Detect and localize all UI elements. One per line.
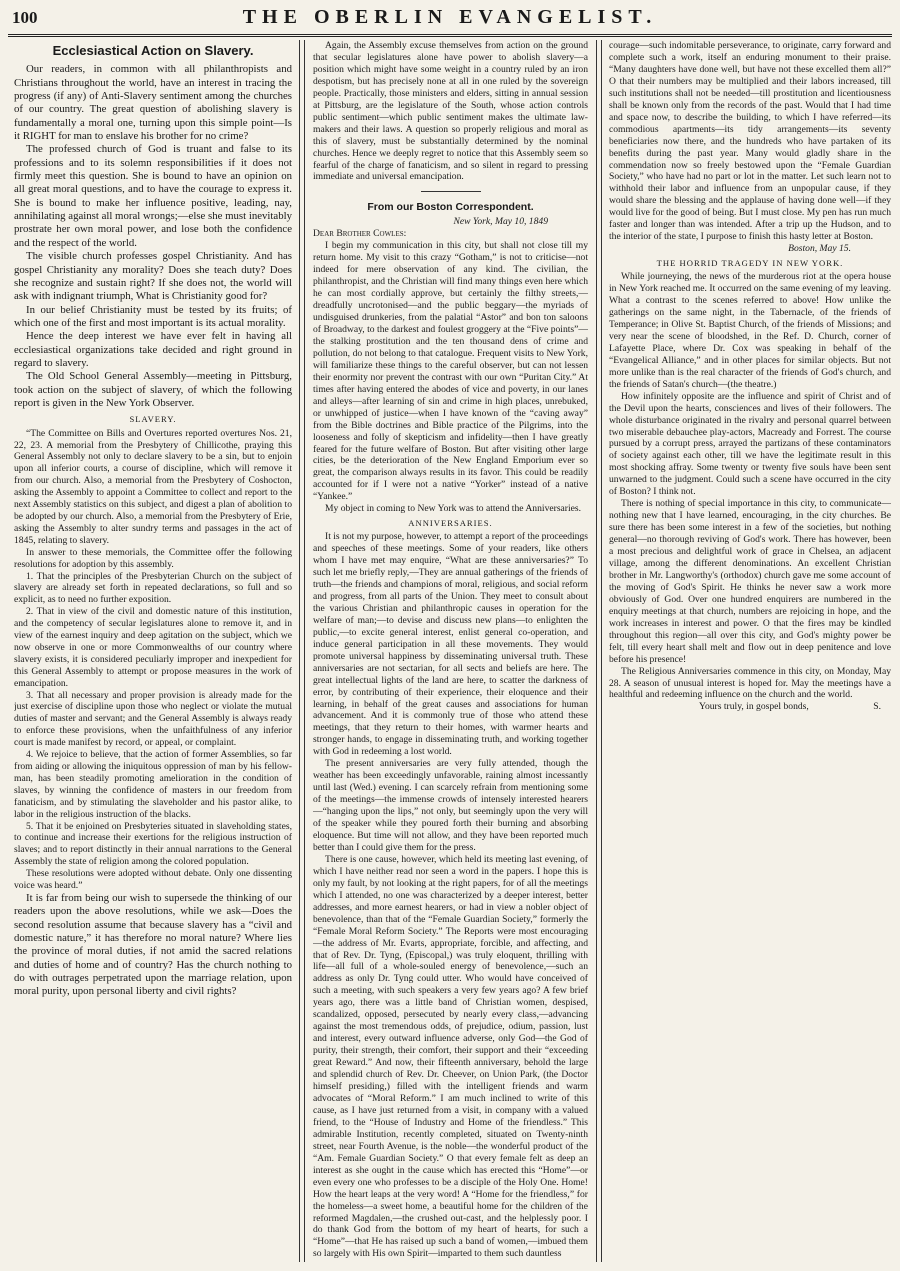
letter-paragraph: How infinitely opposite are the influence and spirit of Christ and of the Devil upon the hearts, consciences and lives of their followers. The whole disturbance originated in the rivalry and personal quarrel between two miserable debauchee play-actors, Macready and Forrest. The course pursued by a corrupt press, arrayed the partizans of these contaminators of society against each other, till we have the legitimate result in this most shocking affray. Some twenty or twenty five souls have been sent unwarned to the judgment. Could such a scene have occurred in the city of Boston? I think not. <box>609 390 891 498</box>
letter-paragraph: While journeying, the news of the murderous riot at the opera house in New York reached me. It occurred on the same evening of my leaving. What a contrast to the scenes referred to above! How unlike the gatherings on the same night, in the Tabernacle, of the friends of Temperance; in Olive St. Baptist Church, of the friends of Missions; and very near the scene of bloodshed, in the Ref. D. Church, corner of Lafayette Place, where Dr. Cox was speaking in behalf of the “Evangelical Alliance,” and in other places for similar objects. But not more unlike than is the real character of the friends of God's church, and the friends of Satan's church—(the theatre.) <box>609 271 891 390</box>
letter-paragraph: It is not my purpose, however, to attempt a report of the proceedings and speeches of these meetings. Some of your readers, like others whom I have met may enquire, “What are these anniversaries?” To such let me briefly reply,—They are annual gatherings of the friends of truth—the friends and champions of moral, religious, and social reform and progress, from all parts of the Union. They meet to consult about the various Christian and philanthropic causes in operation for the welfare of man;—to devise and discuss new plans—to enlighten the public,—to excite general interest, enlist general co-operation, and induce general participation in all these movements. They would promote universal happiness by disseminating universal truth. These anniversaries are not sectarian, for all sects and beliefs are here. The great intellectual lights of the land are here, to scatter the darkness of error, by contributing of their experience, their eloquence and their learning, in behalf of the great causes and associations for human advancement. And it is commonly true of those who attend these meetings, that they return to their homes, with warmer hearts and stronger hands, to engage in disseminating truth, and working together with God in redeeming a lost world. <box>313 531 588 758</box>
article-paragraph: It is far from being our wish to supersede the thinking of our readers upon the above resolutions, while we ask—Does the second resolution assume that because slavery has a “civil and domestic nature,” it has therefore no moral nature? Where lies the province of moral duties, if not amid the sacred relations and duties of home and of country? Has the church nothing to do with outrages perpetrated upon the marriage relation, upon moral purity, upon personal liberty and civil rights? <box>14 891 292 998</box>
column-rule <box>596 40 602 1262</box>
report-paragraph: 1. That the principles of the Presbyterian Church on the subject of slavery are already set forth in repeated declarations, so full and so explicit, as to need no further exposition. <box>14 570 292 606</box>
article-paragraph: The Old School General Assembly—meeting in Pittsburg, took action on the subject of slavery, of which the following report is given in the New York Observer. <box>14 370 292 409</box>
article-paragraph: In our belief Christianity must be tested by its fruits; of which one of the first and most important is its actual morality. <box>14 303 292 329</box>
letter-paragraph: The Religious Anniversaries commence in this city, on Monday, May 28. A season of unusual interest is hoped for. May the meetings have a healthful and redeeming influence on the church and the world. <box>609 665 891 701</box>
report-paragraph: In answer to these memorials, the Committee offer the following resolutions for adoption by this assembly. <box>14 546 292 570</box>
report-paragraph: These resolutions were adopted without debate. Only one dissenting voice was heard.” <box>14 868 292 892</box>
report-label: SLAVERY. <box>129 414 177 425</box>
article-paragraph: Again, the Assembly excuse themselves from action on the ground that secular legislatures alone have power to abolish slavery—a position which might have some weight in a country ruled by an iron despotism, but has precisely none at all in one ruled by the sovereign people. Practically, those ministers and elders, sitting in annual session at Pittsburg, are the legislature of the South, whose action controls public sentiment—which public sentiment makes the ultimate law-makers and their laws. A question so properly religious and moral as this of slavery, must be substantially determined by the nominal churches. Hence we deeply regret to notice that this Assembly seem so fearful of the charge of fanaticism, and so silent in regard to pressing immediate and universal emancipation. <box>313 40 588 183</box>
boston-dateline: Boston, May 15. <box>788 243 851 255</box>
anniversaries-label: ANNIVERSARIES. <box>408 518 493 529</box>
article-headline: Ecclesiastical Action on Slavery. <box>52 43 254 58</box>
column-3 <box>609 40 891 1262</box>
column-2 <box>313 40 588 1262</box>
tragedy-heading: THE HORRID TRAGEDY IN NEW YORK. <box>656 258 844 269</box>
masthead <box>8 6 892 37</box>
letter-paragraph: I begin my communication in this city, but shall not close till my return home. My visit to this crazy “Gotham,” is not to criticise—not indeed for mere observation of any kind. The civilian, the philanthropist, and the Christian will find many things even here which he can most cordially approve, but certainly the filthy streets,—dreadfully uncrotonised—and the public beggary—the myriads of undisguised drunkeries, from the palatial “Astor” and bon ton saloons of Broadway, to the darkest and foulest groggery at the “Five points”—the stalking prostitution and the ten thousand dens of crime and pollution, do not belong to that catalogue. Frequent visits to New York, will familiarize these things to the careful observer, but can not lessen their enormity nor prevent the contrast with our own “Puritan City.” At times after having entered the abodes of vice and poverty, in our lanes and alleys—after learning of sin and crime in high places, unrebuked, or unwhipped of justice—when I have known of the “caving away” from the Bible doctrines and Bible practice of the Pilgrims, into the looseness and folly of skepticism and infidelity—then I have greatly feared for the future welfare of Boston. But after visiting other large cities, be the deterioration of the New England Emporium ever so great, the comparison always results in its favor. This could be readily accounted for if I were not a native “Yorker” instead of a native “Yankee.” <box>313 240 588 503</box>
signoff <box>609 701 891 713</box>
journal-title: THE OBERLIN EVANGELIST. <box>242 6 658 28</box>
article-paragraph: The visible church professes gospel Christianity. And has gospel Christianity any morality? Does she teach duty? Does she recognize and sustain right? If she does not, the world will ask with indignant triumph, What is Christianity good for? <box>14 250 292 303</box>
report-paragraph: 5. That it be enjoined on Presbyteries situated in slaveholding states, to continue and increase their exertions for the religious instruction of slaves; and to report distinctly in their annual narrations to the General Assembly the state of religion among the colored population. <box>14 820 292 868</box>
column-rule <box>299 40 305 1262</box>
article-paragraph: Hence the deep interest we have ever felt in having all ecclesiastical organizations take decided and right ground in regard to slavery. <box>14 330 292 369</box>
signoff-text: Yours truly, in gospel bonds, <box>699 701 809 713</box>
letter-paragraph: My object in coming to New York was to attend the Anniversaries. <box>325 503 582 515</box>
article-paragraph: Our readers, in common with all philanthropists and Christians throughout the world, have an interest in tracing the progress (if any) of Anti-Slavery sentiment among the churches of our country. The great question of abolishing slavery is fundamentally a moral one, turning upon this simple point—Is it RIGHT for man to enslave his brother for no crime? <box>14 63 292 143</box>
section-divider <box>421 191 481 192</box>
letter-paragraph: The present anniversaries are very fully attended, though the weather has been exceedingly unfavorable, raining almost incessantly until last (Wed.) evening. I can scarcely refrain from mentioning some of the meetings—the immense crowds of intensely interested hearers—“hanging upon the lips,” not only, but seemingly upon the very will of the speaker while they poured forth their burning and absorbing eloquence. But time will not allow, and they have been reported much better than I could give them for the press. <box>313 758 588 853</box>
report-paragraph: 4. We rejoice to believe, that the action of former Assemblies, so far from aiding or allowing the iniquitous oppression of man by his fellow-man, has been steadily promoting amelioration in the condition of slaves, by winning the confidence of masters in our freedom from fanaticism, and by stimulating the slaveholder and his pastor alike, to labor in the religious instruction of the blacks. <box>14 749 292 820</box>
letter-paragraph: There is nothing of special importance in this city, to communicate—nothing new that I have learned, encouraging, in the city churches. Be sure there has been some interest in a few of the societies, but nothing general—no thorough reviving of God's work. There has however, been a most precious and delightful work of grace in Chelsea, an adjacent village, among the different denominations. An excellent Christian brother in Mr. Langworthy's (orthodox) church gave me some account of the moving of God's Spirit. He thinks he never saw a work more obviously of God. Over one hundred enquirers are numbered in the enquiry meetings at that church, numbers are rejoicing in hope, and the work increases in interest and power. O that the fires may be kindled throughout this region—all over this city, and God's mighty power be felt, till every heart shall melt and flow out in deep penitence and love before his presence! <box>609 498 891 665</box>
letter-paragraph: There is one cause, however, which held its meeting last evening, of which I have neither read nor seen a word in the papers. I hope this is only my fault, by not looking at the right papers, for of all the meetings which I attended, no one was characterized by a deeper interest, better addresses, and more earnest hearers, or had in view a nobler object of benevolence, than that of the “Female Guardian Society,” formerly the “Female Moral Reform Society.” The Reports were most encouraging—the address of Mr. Evarts, appropriate, forcible, and affecting, and that of Rev. Dr. Tyng, (Episcopal,) was truly eloquent, thrilling with life—all full of a whole-souled energy of benevolence,—such an address as only Dr. Tyng could utter. Who would have conceived of such a meeting, with such speakers a very few years ago? A few brief years ago, there was a little band of Christian women, despised, scandalized, opposed, persecuted by nearly every class,—advancing against the most tremendous odds, of prejudice, odium, passion, lust and interest, every outward influence adverse, only God—the God of purity, their strength, their comfort, their support and their “exceeding great Reward.” And now, their fifteenth anniversary, behold the large and splendid church of Rev. Dr. Cheever, on Union Park, (the Doctor himself presiding,) filled with the intelligent friends and warm advocates of “Moral Reform.” I am much inclined to write of this cause, as I have just returned from a visit, in company with a valued friend, to the “House of Industry and Home of the friendless.” This admirable Institution, recently completed, situated on Twenty-ninth street, near Fourth Avenue, is the noble—the wonderful product of the “Am. Female Guardian Society.” O that every female felt as deep an interest as she ought in the cause which has erected this “Home”—or even every one who professes to be a disciple of the Holy One. Home! How the heart leaps at the very word! A “Home for the friendless,” for the homeless—a sweet home, a beautiful home for the children of the reformed Magdalen,—the crushed out-cast, and the helplessly poor. I do thank God from the bottom of my heart of hearts, for such a “Home”—that He has raised up such a band of women,—imbued them so largely with His own Spirit—imparted to them such dauntless <box>313 853 588 1260</box>
dateline: New York, May 10, 1849 <box>453 216 548 228</box>
signature: S. <box>873 701 881 713</box>
article-paragraph: The professed church of God is truant and false to its professions and to its solemn responsibilities if it does not firmly meet this question. She is bound to have an opinion on all great moral questions, and to have the courage to express it. She is bound to make her influence positive, leading, nay, annihilating against all moral wrongs;—else she must inevitably prostrate her own moral power, and lose both the confidence and the respect of the world. <box>14 143 292 249</box>
column-1 <box>14 40 292 1262</box>
correspondence-heading: From our Boston Correspondent. <box>367 201 534 214</box>
salutation: Dear Brother Cowles: <box>313 228 407 240</box>
report-paragraph: 2. That in view of the civil and domestic nature of this institution, and the competency of secular legislatures alone to remove it, and in view of the earnest inquiry and deep agitation on the subject, which we now observe in one or more Commonwealths of our country where slavery exists, it is considered peculiarly improper and inexpedient for this General Assembly to attempt or propose measures in the work of emancipation. <box>14 606 292 689</box>
page-number: 100 <box>12 8 38 27</box>
report-paragraph: “The Committee on Bills and Overtures reported overtures Nos. 21, 22, 23. A memorial from the Presbytery of Chillicothe, praying this General Assembly not only to declare slavery to be a sin, but to enjoin upon all inferior courts, a course of discipline, which will remove it from our church. Also, a memorial from the Presbytery of Coshocton, asking the Assembly to appoint a Committee to collect and report to the next Assembly statistics on this subject, and digest a plan of abolition to be adopted by our church. Also, a memorial from the Presbytery of Erie, asking the Assembly to alter sundry terms and passages in the act of 1845, relating to slavery. <box>14 427 292 546</box>
letter-paragraph-continued: courage—such indomitable perseverance, to originate, carry forward and complete such a work, itself an enduring monument to their praise. “Many daughters have done well, but have not these excelled them all?” O that their numbers may be multiplied and their labors increased, till such institutions shall not be needed—till prostitution and licentiousness shall be known only from the records of the past. Would that I had time and space now, to describe the building, to which I have referred—its commodious apartments—its tidy arrangements—its seventy beneficiaries now there, and the hundreds who have partaken of its benefits during the past year. Many would gladly share in the commendation now so freely bestowed upon the “Female Guardian Society,” who have had no part or lot in the matter. Let such learn not to withhold their labor and influence from an unpopular cause, if they would share the blessing and the applause of having done well—if they would live for the good of being. But I must close. My pen has run much faster and longer than was intended. After a trip up the Hudson, and to the interior of the state, I purpose to finish this hasty letter at Boston. <box>609 40 891 243</box>
report-paragraph: 3. That all necessary and proper provision is already made for the just exercise of discipline upon those who neglect or violate the mutual duties of master and servant; and the General Assembly is always ready to enforce these provisions, when the unfaithfulness of any inferior court is made manifest by record, or appeal, or complaint. <box>14 689 292 749</box>
